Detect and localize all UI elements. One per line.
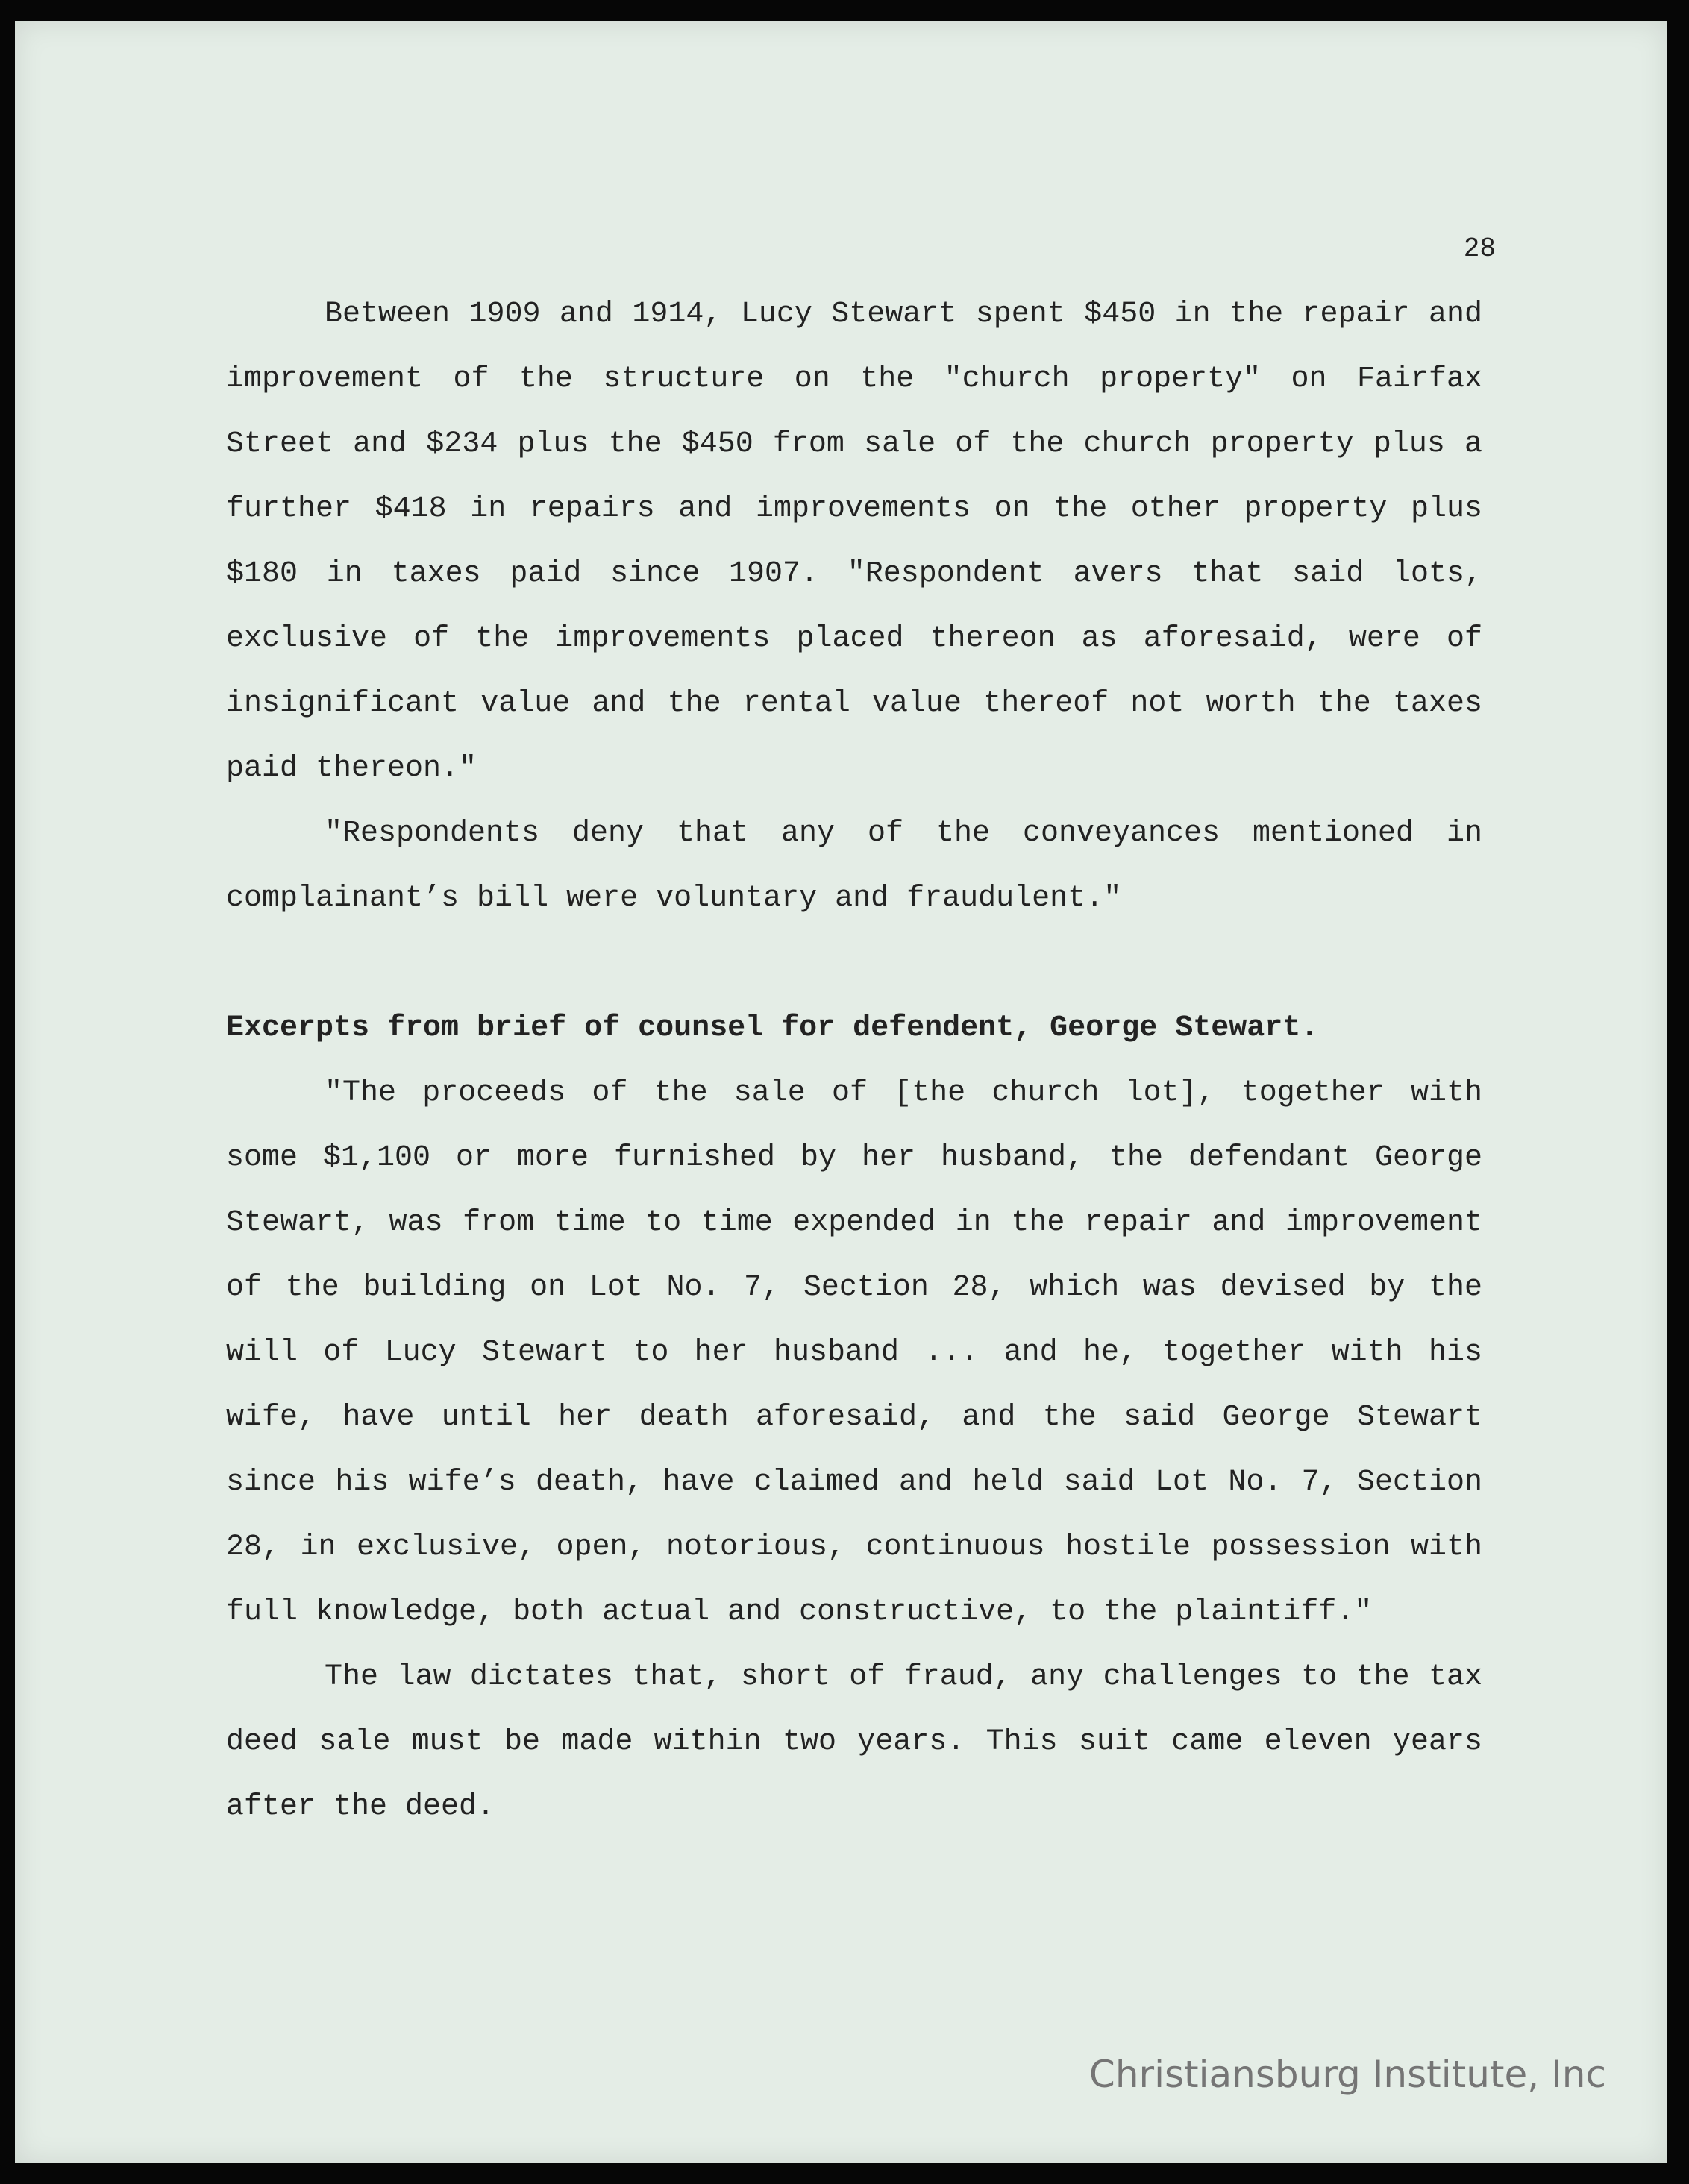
section-heading: Excerpts from brief of counsel for defendent, George Stewart. (226, 1011, 1319, 1045)
document-page (15, 21, 1667, 2163)
watermark: Christiansburg Institute, Inc (1088, 2053, 1606, 2096)
paragraph: "The proceeds of the sale of [the church lot], together with some $1,100 or more furnished by her husband, the defendant George Stewart, was from time to time expended in the repair and improvement of the building on Lot No. 7, Section 28, which was devised by the will of Lucy Stewart to her husband ... and he, together with his wife, have until her death aforesaid, and the said George Stewart since his wife’s death, have claimed and held said Lot No. 7, Section 28, in exclusive, open, notorious, continuous hostile possession with full knowledge, both actual and constructive, to the plaintiff." (226, 1076, 1482, 1629)
document-body (226, 282, 1482, 1839)
paragraph: "Respondents deny that any of the conveyances mentioned in complainant’s bill were voluntary and fraudulent." (226, 817, 1482, 915)
page-number: 28 (1463, 233, 1496, 264)
paragraph: Between 1909 and 1914, Lucy Stewart spent $450 in the repair and improvement of the structure on the "church property" on Fairfax Street and $234 plus the $450 from sale of the church property plus a further $418 in repairs and improvements on the other property plus $180 in taxes paid since 1907. "Respondent avers that said lots, exclusive of the improvements placed thereon as aforesaid, were of insignificant value and the rental value thereof not worth the taxes paid thereon." (226, 298, 1482, 785)
paragraph: The law dictates that, short of fraud, any challenges to the tax deed sale must be made within two years. This suit came eleven years after the deed. (226, 1660, 1482, 1824)
